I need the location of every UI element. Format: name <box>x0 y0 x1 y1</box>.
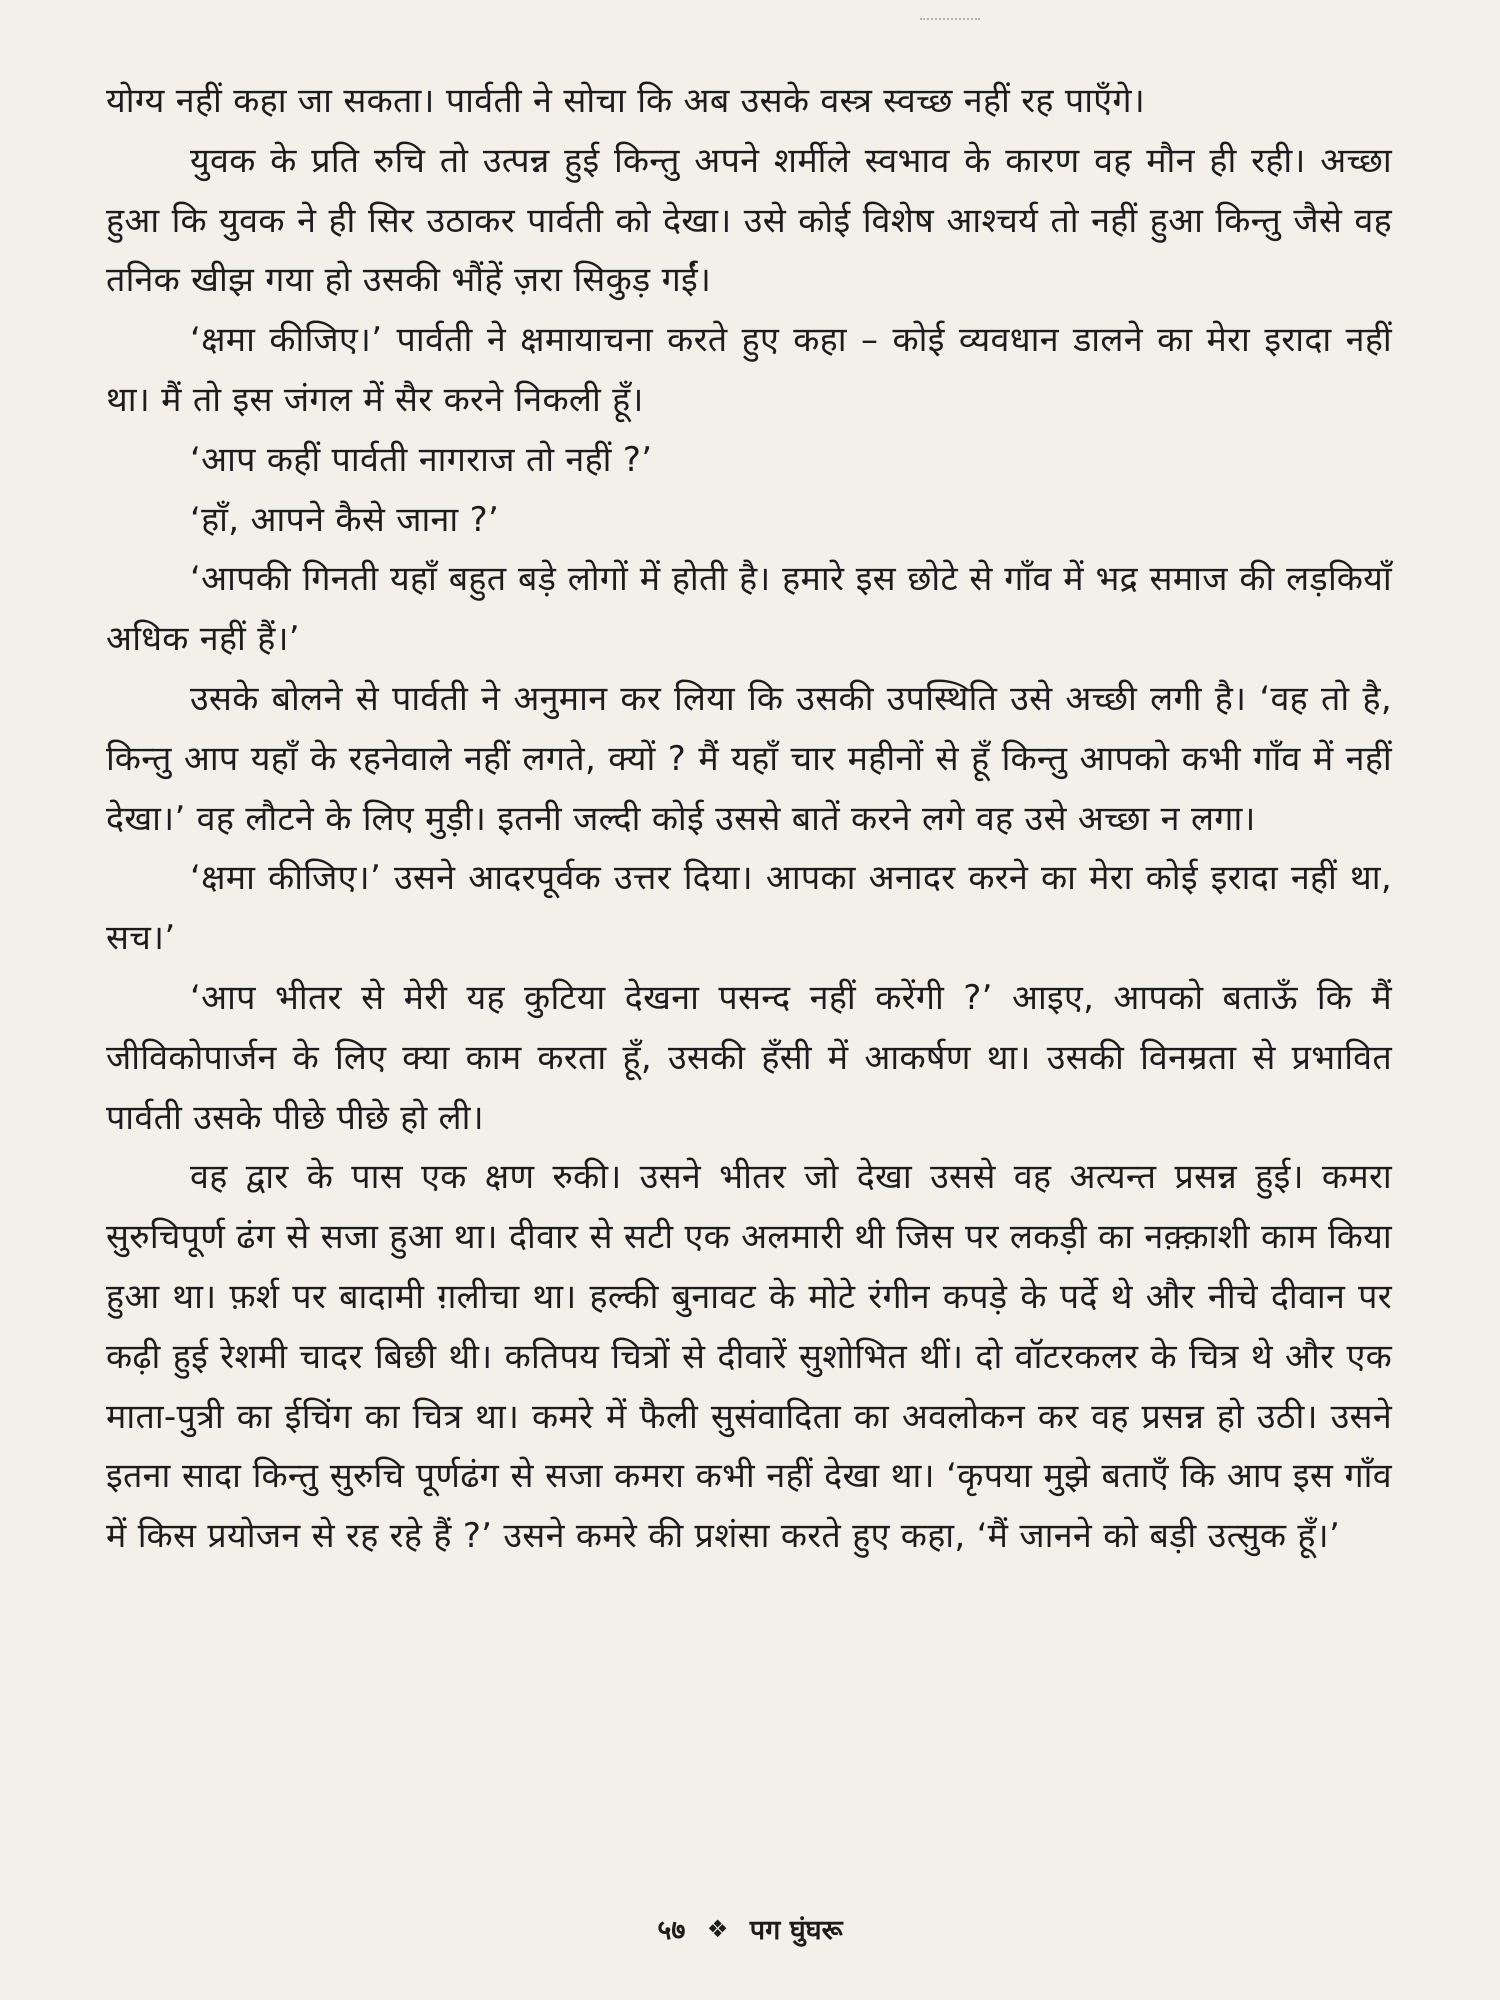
paragraph-presence: उसके बोलने से पार्वती ने अनुमान कर लिया कि उसकी उपस्थिति उसे अच्छी लगी है। ‘वह तो है, किन्तु आप यहाँ के रहनेवाले नहीं लगते, क्यों ? मैं यहाँ चार महीनों से हूँ किन्तु आपको कभी गाँव में नहीं देखा।’ वह लौटने के लिए मुड़ी। इतनी जल्दी कोई उससे बातें करने लगे वह उसे अच्छा न लगा। <box>106 678 1392 839</box>
paragraph-respectful-reply: ‘क्षमा कीजिए।’ उसने आदरपूर्वक उत्तर दिया। आपका अनादर करने का मेरा कोई इरादा नहीं था, सच।’ <box>106 858 1392 959</box>
page-footer <box>0 1910 1500 1947</box>
scan-mark <box>920 18 980 24</box>
body-text <box>106 72 1392 1567</box>
book-title: पग घुंघरू <box>749 1915 843 1946</box>
paragraph-continuation: योग्य नहीं कहा जा सकता। पार्वती ने सोचा कि अब उसके वस्त्र स्वच्छ नहीं रह पाएँगे। <box>106 81 1146 121</box>
separator-ornament-icon: ❖ <box>706 1914 729 1943</box>
paragraph-answer-name: ‘हाँ, आपने कैसे जाना ?’ <box>190 499 500 540</box>
paragraph-apology: ‘क्षमा कीजिए।’ पार्वती ने क्षमायाचना करते हुए कहा – कोई व्यवधान डालने का मेरा इरादा नहीं था। मैं तो इस जंगल में सैर करने निकली हूँ। <box>106 320 1392 420</box>
paragraph-youth-interest: युवक के प्रति रुचि तो उत्पन्न हुई किन्तु अपने शर्मीले स्वभाव के कारण वह मौन ही रही। अच्छा हुआ कि युवक ने ही सिर उठाकर पार्वती को देखा। उसे कोई विशेष आश्चर्य तो नहीं हुआ किन्तु जैसे वह तनिक खीझ गया हो उसकी भौंहें ज़रा सिकुड़ गईं। <box>106 140 1392 301</box>
paragraph-village-society: ‘आपकी गिनती यहाँ बहुत बड़े लोगों में होती है। हमारे इस छोटे से गाँव में भद्र समाज की लड़कियाँ अधिक नहीं हैं।’ <box>106 559 1392 660</box>
page-number: ५७ <box>657 1915 686 1946</box>
paragraph-question-name: ‘आप कहीं पार्वती नागराज तो नहीं ?’ <box>190 439 653 480</box>
paragraph-room-description: वह द्वार के पास एक क्षण रुकी। उसने भीतर जो देखा उससे वह अत्यन्त प्रसन्न हुई। कमरा सुरुचिपूर्ण ढंग से सजा हुआ था। दीवार से सटी एक अलमारी थी जिस पर लकड़ी का नक़्क़ाशी काम किया हुआ था। फ़र्श पर बादामी ग़लीचा था। हल्की बुनावट के मोटे रंगीन कपड़े के पर्दे थे और नीचे दीवान पर कढ़ी हुई रेशमी चादर बिछी थी। कतिपय चित्रों से दीवारें सुशोभित थीं। दो वॉटरकलर के चित्र थे और एक माता-पुत्री का ईचिंग का चित्र था। कमरे में फैली सुसंवादिता का अवलोकन कर वह प्रसन्न हो उठी। उसने इतना सादा किन्तु सुरुचि पूर्णढंग से सजा कमरा कभी नहीं देखा था। ‘कृपया मुझे बताएँ कि आप इस गाँव में किस प्रयोजन से रह रहे हैं ?’ उसने कमरे की प्रशंसा करते हुए कहा, ‘मैं जानने को बड़ी उत्सुक हूँ।’ <box>106 1157 1392 1557</box>
paragraph-invitation: ‘आप भीतर से मेरी यह कुटिया देखना पसन्द नहीं करेंगी ?’ आइए, आपको बताऊँ कि मैं जीविकोपार्जन के लिए क्या काम करता हूँ, उसकी हँसी में आकर्षण था। उसकी विनम्रता से प्रभावित पार्वती उसके पीछे पीछे हो ली। <box>106 977 1392 1138</box>
